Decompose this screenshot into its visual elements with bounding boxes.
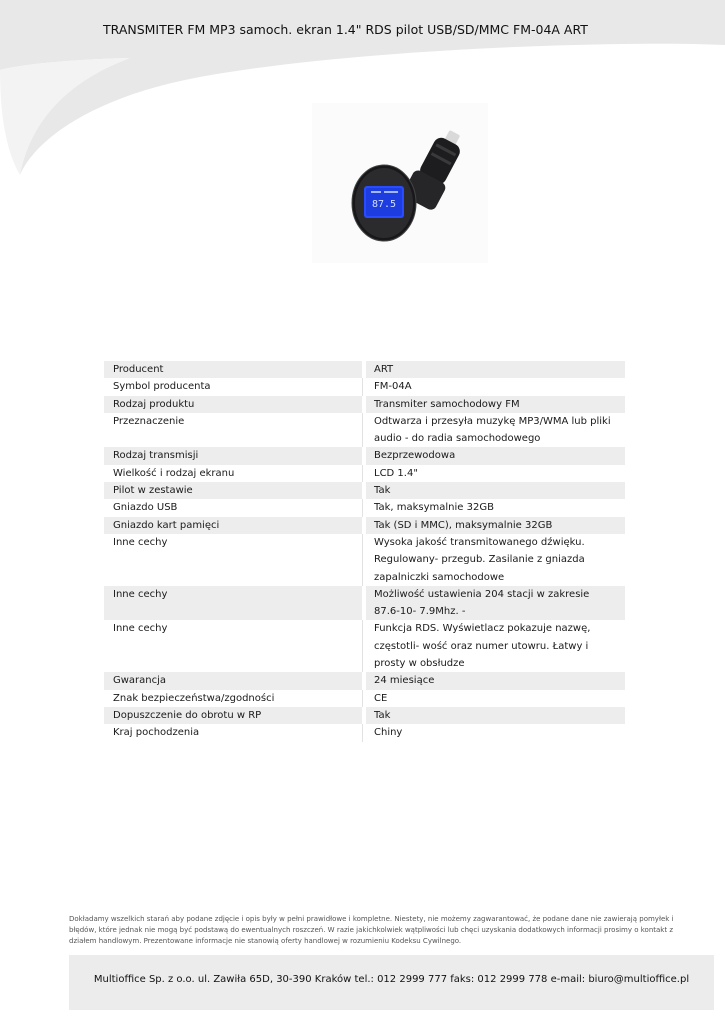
spec-label: Pilot w zestawie: [104, 482, 362, 499]
spec-value: Tak: [366, 482, 625, 499]
spec-value: 24 miesiące: [366, 672, 625, 689]
spec-row: [104, 413, 625, 448]
spec-row: [104, 396, 625, 413]
spec-label: Rodzaj produktu: [104, 396, 362, 413]
spec-label: Producent: [104, 361, 362, 378]
spec-label: Dopuszczenie do obrotu w RP: [104, 707, 362, 724]
spec-value: Transmiter samochodowy FM: [366, 396, 625, 413]
footer-contact: Multioffice Sp. z o.o. ul. Zawiła 65D, 30-390 Kraków tel.: 012 2999 777 faks: 012 2999 778 e-mail: biuro@multioffice.pl: [93, 974, 690, 985]
disclaimer: Dokładamy wszelkich starań aby podane zdjęcie i opis były w pełni prawidłowe i kompletne. Niestety, nie możemy zagwarantować, że podane dane nie zawierają pomyłek i błędów, które jednak nie mogą być podstawą do ewentualnych roszczeń. W razie jakichkolwiek wątpliwości lub chęci uzyskania dodatkowych informacji prosimy o kontakt z działem handlowym. Prezentowane informacje nie stanowią oferty handlowej w rozumieniu Kodeksu Cywilnego.: [69, 915, 674, 945]
spec-label: Inne cechy: [104, 534, 362, 586]
spec-label: Przeznaczenie: [104, 413, 362, 448]
spec-label: Gniazdo kart pamięci: [104, 517, 362, 534]
spec-row: [104, 534, 625, 586]
spec-value: Bezprzewodowa: [366, 447, 625, 464]
spec-label: Inne cechy: [104, 586, 362, 621]
footer: [69, 955, 714, 1010]
spec-row: [104, 361, 625, 378]
spec-value: Tak (SD i MMC), maksymalnie 32GB: [366, 517, 625, 534]
spec-row: [104, 724, 625, 741]
spec-value: LCD 1.4": [366, 465, 625, 482]
spec-row: [104, 517, 625, 534]
page-title: TRANSMITER FM MP3 samoch. ekran 1.4" RDS pilot USB/SD/MMC FM-04A ART: [103, 22, 588, 37]
spec-label: Rodzaj transmisji: [104, 447, 362, 464]
spec-value: CE: [366, 690, 625, 707]
spec-row: [104, 447, 625, 464]
spec-value: FM-04A: [366, 378, 625, 395]
spec-value: Chiny: [366, 724, 625, 741]
spec-value: Odtwarza i przesyła muzykę MP3/WMA lub pliki audio - do radia samochodowego: [366, 413, 625, 448]
lcd-frequency: 87.5: [371, 199, 397, 210]
spec-table: [104, 361, 625, 742]
spec-value: Możliwość ustawienia 204 stacji w zakresie 87.6-10- 7.9Mhz. -: [366, 586, 625, 621]
spec-label: Kraj pochodzenia: [104, 724, 362, 741]
spec-row: [104, 465, 625, 482]
spec-value: Tak, maksymalnie 32GB: [366, 499, 625, 516]
spec-row: [104, 672, 625, 689]
spec-row: [104, 378, 625, 395]
spec-row: [104, 707, 625, 724]
spec-value: ART: [366, 361, 625, 378]
spec-row: [104, 620, 625, 672]
product-image: [300, 95, 500, 270]
spec-row: [104, 482, 625, 499]
spec-label: Znak bezpieczeństwa/zgodności: [104, 690, 362, 707]
spec-row: [104, 690, 625, 707]
spec-label: Inne cechy: [104, 620, 362, 672]
spec-value: Funkcja RDS. Wyświetlacz pokazuje nazwę, częstotli- wość oraz numer utowru. Łatwy i prosty w obsłudze: [366, 620, 625, 672]
spec-row: [104, 586, 625, 621]
spec-value: Tak: [366, 707, 625, 724]
spec-label: Gwarancja: [104, 672, 362, 689]
spec-label: Wielkość i rodzaj ekranu: [104, 465, 362, 482]
spec-row: [104, 499, 625, 516]
spec-label: Gniazdo USB: [104, 499, 362, 516]
spec-label: Symbol producenta: [104, 378, 362, 395]
spec-value: Wysoka jakość transmitowanego dźwięku. Regulowany- przegub. Zasilanie z gniazda zapalniczki samochodowe: [366, 534, 625, 586]
